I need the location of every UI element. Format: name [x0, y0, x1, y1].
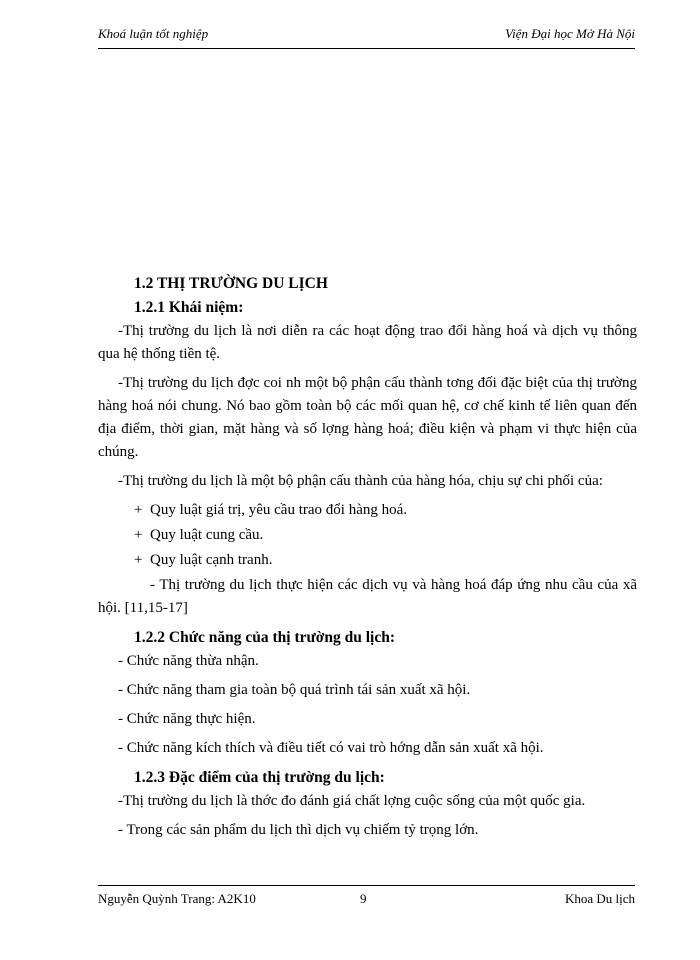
bullet-item	[98, 499, 637, 522]
paragraph: -Thị trường du lịch là thớc đo đánh giá chất lợng cuộc sống của một quốc gia.	[118, 793, 586, 809]
list-item: - Chức năng kích thích và điều tiết có vai trò hớng dẫn sản xuất xã hội.	[118, 740, 544, 756]
plus-icon: +	[134, 552, 143, 568]
plus-icon: +	[134, 502, 143, 518]
bullet-item	[98, 524, 637, 547]
subsection-title-3: 1.2.3 Đặc điểm của thị trường du lịch:	[134, 769, 385, 786]
bullet-text: Quy luật cung cầu.	[150, 527, 264, 543]
footer-department: Khoa Du lịch	[564, 891, 635, 906]
footer-author: Nguyễn Quỳnh Trang: A2K10	[98, 891, 256, 906]
paragraph: -Thị trường du lịch là một bộ phận cấu thành của hàng hóa, chịu sự chi phối của:	[118, 473, 603, 489]
bullet-text: Quy luật giá trị, yêu cầu trao đổi hàng hoá.	[150, 502, 408, 518]
page-footer	[98, 885, 635, 907]
list-item: - Chức năng tham gia toàn bộ quá trình tái sản xuất xã hội.	[118, 682, 471, 698]
subsection-title-1: 1.2.1 Khái niệm:	[134, 299, 244, 316]
page-number: 9	[360, 891, 367, 906]
section-title: 1.2 THỊ TRƯỜNG DU LỊCH	[134, 275, 328, 292]
header-right: Viện Đại học Mở Hà Nội	[505, 26, 635, 41]
paragraph: -Thị trường du lịch đợc coi nh một bộ phận cấu thành tơng đối đặc biệt của thị trường hàng hoá nói chung. Nó bao gồm toàn bộ các mối quan hệ, cơ chế kinh tế liên quan đến địa điểm, thời gian, mặt hàng và số lợng hàng hoá; điều kiện và phạm vi thực hiện của chúng.	[98, 375, 637, 460]
header-left: Khoá luận tốt nghiệp	[98, 26, 209, 41]
bullet-item	[98, 549, 637, 572]
plus-icon: +	[134, 527, 143, 543]
bullet-text: Quy luật cạnh tranh.	[150, 552, 273, 568]
paragraph: - Trong các sản phẩm du lịch thì dịch vụ chiếm tỷ trọng lớn.	[118, 822, 479, 838]
paragraph: - Thị trường du lịch thực hiện các dịch vụ và hàng hoá đáp ứng nhu cầu của xã hội. [11,15-17]	[98, 577, 637, 616]
subsection-title-2: 1.2.2 Chức năng của thị trường du lịch:	[134, 629, 396, 646]
paragraph: -Thị trường du lịch là nơi diễn ra các hoạt động trao đổi hàng hoá và dịch vụ thông qua hệ thống tiền tệ.	[98, 323, 637, 362]
list-item: - Chức năng thực hiện.	[118, 711, 256, 727]
list-item: - Chức năng thừa nhận.	[118, 653, 259, 669]
page-content	[98, 272, 637, 848]
page-header	[98, 26, 635, 49]
